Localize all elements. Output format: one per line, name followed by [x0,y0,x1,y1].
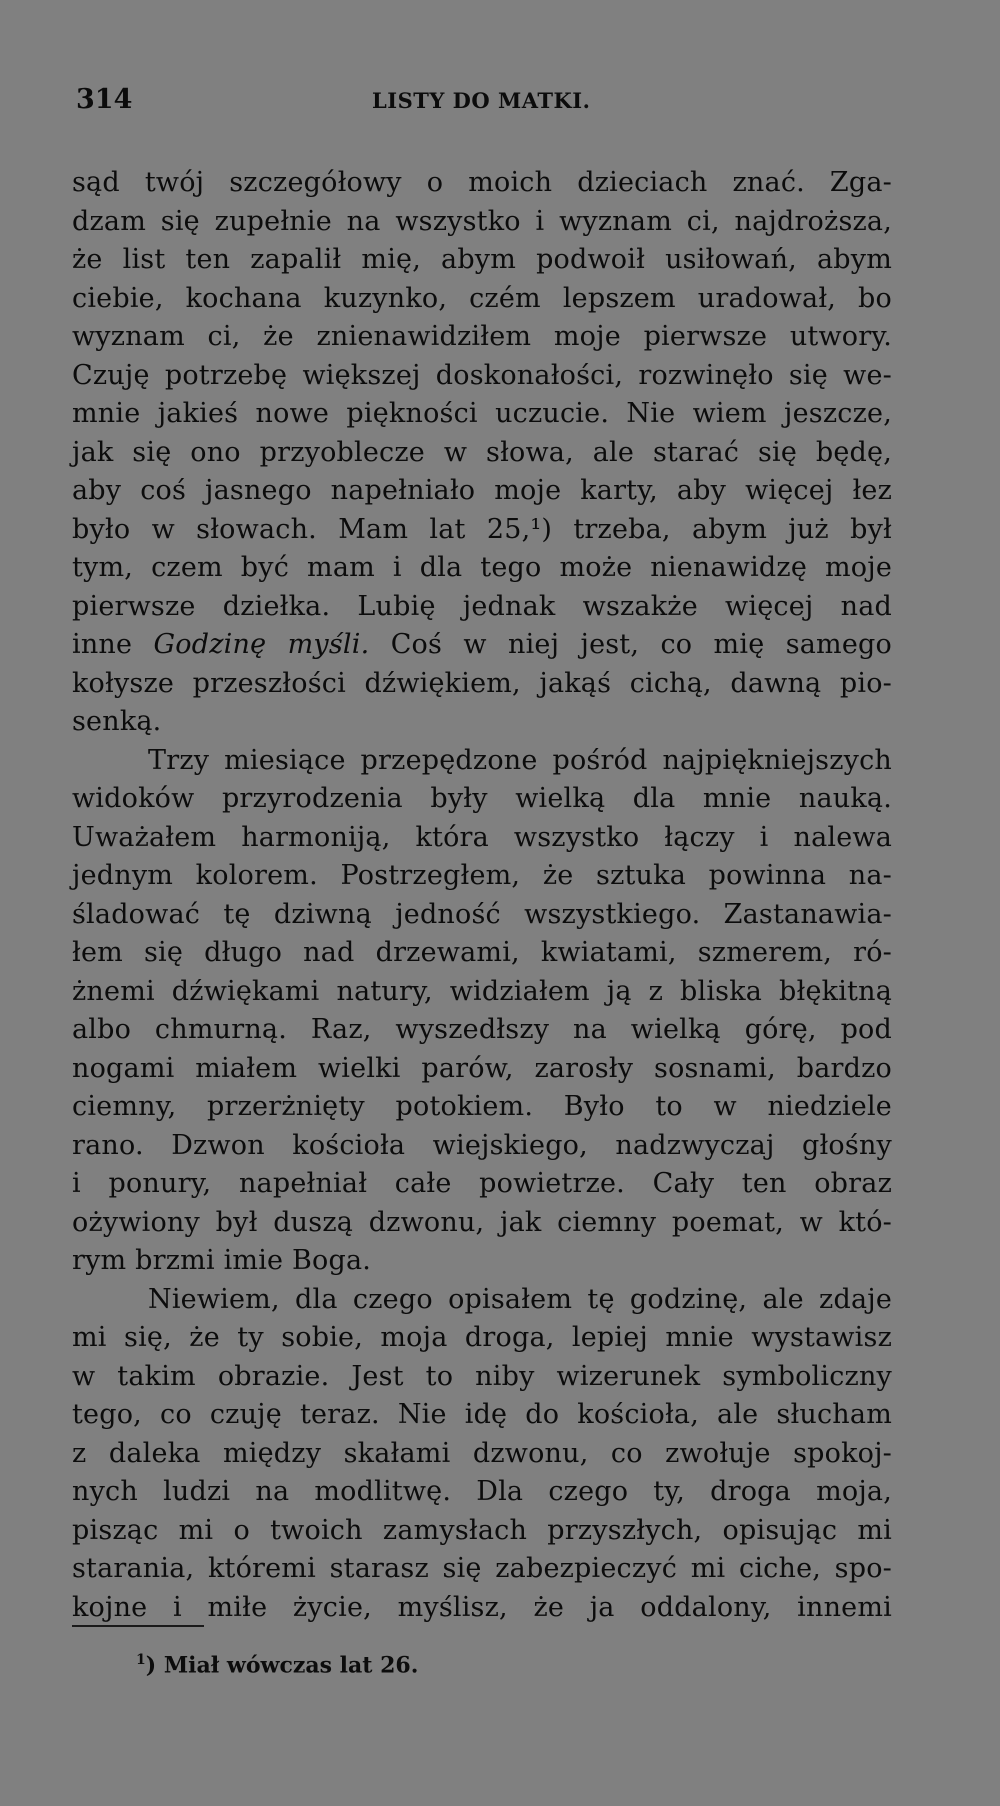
text-line: kołysze przeszłości dźwiękiem, jakąś cichą, dawną pio- [72,667,892,699]
text-line: dzam się zupełnie na wszystko i wyznam ci, najdroższa, [72,205,892,237]
footnote-divider [72,1625,204,1627]
text-line: tego, co czuję teraz. Nie idę do kościoła, ale słucham [72,1399,892,1430]
page-number: 314 [76,84,133,115]
text-line: sąd twój szczegółowy o moich dzieciach znać. Zga- [72,167,892,198]
text-line: i ponury, napełniał całe powietrze. Cały ten obraz [72,1168,892,1199]
text-line: pisząc mi o twoich zamysłach przyszłych, opisując mi [72,1514,892,1546]
text-line: z daleka między skałami dzwonu, co zwołuje spokoj- [72,1437,892,1469]
text-line: łem się długo nad drzewami, kwiatami, szmerem, ró- [72,937,892,968]
italic-title: Godzinę myśli. [153,629,370,660]
text-line: że list ten zapalił mię, abym podwoił usiłowań, abym [72,244,892,275]
text-line: aby coś jasnego napełniało moje karty, aby więcej łez [72,475,892,506]
text-line: rym brzmi imie Boga. [72,1245,372,1276]
text-line: ciebie, kochana kuzynko, czém lepszem uradował, bo [72,282,892,314]
text-line: mnie jakieś nowe piękności uczucie. Nie wiem jeszcze, [72,398,892,429]
text-line: kojne i miłe życie, myślisz, że ja oddalony, innemi [72,1591,892,1623]
text-line: było w słowach. Mam lat 25,¹) trzeba, abym już był [72,513,892,545]
text-line: nych ludzi na modlitwę. Dla czego ty, droga moja, [72,1476,892,1507]
text-line: widoków przyrodzenia były wielką dla mnie nauką. [72,783,892,814]
paragraph-start: Niewiem, dla czego opisałem tę godzinę, ale zdaje [148,1283,892,1315]
text-line: mi się, że ty sobie, moja droga, lepiej mnie wystawisz [72,1322,892,1353]
text-line: pierwsze dziełka. Lubię jednak wszakże więcej nad [72,590,892,622]
paragraph-start: Trzy miesiące przepędzone pośród najpiękniejszych [148,744,892,776]
text-line: ożywiony był duszą dzwonu, jak ciemny poemat, w któ- [72,1206,892,1238]
text-line: ciemny, przerżnięty potokiem. Było to w niedziele [72,1091,892,1122]
text-line: tym, czem być mam i dla tego może nienawidzę moje [72,552,892,583]
text-line: jak się ono przyoblecze w słowa, ale starać się będę, [72,436,892,468]
footnote-marker: 1 [136,1652,146,1668]
body-text [72,164,892,1627]
text-line: w takim obrazie. Jest to niby wizerunek symboliczny [72,1360,892,1392]
text-line: nogami miałem wielki parów, zarosły sosnami, bardzo [72,1052,892,1084]
text-line: Uważałem harmoniją, która wszystko łączy i nalewa [72,821,892,853]
text-line: wyznam ci, że znienawidziłem moje pierwsze utwory. [72,321,892,352]
text-line: jednym kolorem. Postrzegłem, że sztuka powinna na- [72,860,892,891]
footnote-text: ) Miał wówczas lat 26. [145,1652,419,1679]
text-line: rano. Dzwon kościoła wiejskiego, nadzwyczaj głośny [72,1129,892,1161]
text-line: starania, któremi starasz się zabezpieczyć mi ciche, spo- [72,1553,892,1584]
page-header [76,84,936,124]
text-line-mixed [72,626,892,665]
text-segment: Coś w niej jest, co mię samego [390,629,892,660]
text-line: Czuję potrzebę większej doskonałości, rozwinęło się we- [72,359,892,391]
text-line: senką. [72,706,162,737]
footnote [136,1652,418,1678]
running-title: LISTY DO MATKI. [372,88,591,113]
text-line: albo chmurną. Raz, wyszedłszy na wielką górę, pod [72,1014,892,1045]
text-segment: inne [72,629,133,660]
text-line: śladować tę dziwną jedność wszystkiego. Zastanawia- [72,898,892,930]
text-line: żnemi dźwiękami natury, widziałem ją z bliska błękitną [72,975,892,1007]
